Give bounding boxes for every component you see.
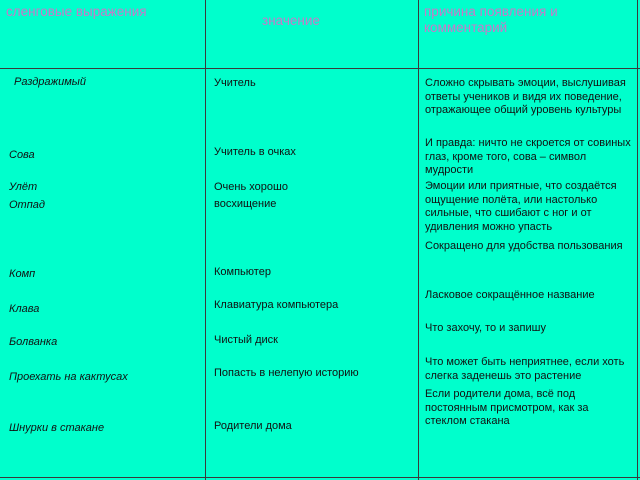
slang-cell: Болванка xyxy=(9,336,58,348)
header-comment: причина появления и комментарий xyxy=(424,4,558,35)
comment-cell: Если родители дома, всё под постоянным присмотром, как за стеклом стакана xyxy=(425,388,589,427)
comment-cell: Сокращено для удобства пользования xyxy=(425,240,623,252)
slang-cell: Раздражимый xyxy=(14,76,86,88)
meaning-cell: Учитель xyxy=(214,77,256,89)
meaning-cell: Чистый диск xyxy=(214,334,278,346)
comment-cell: Что захочу, то и запишу xyxy=(425,322,546,334)
comment-cell: Ласковое сокращённое название xyxy=(425,289,595,301)
slang-cell: Клава xyxy=(9,303,40,315)
meaning-cell: Родители дома xyxy=(214,420,292,432)
column-divider xyxy=(205,0,206,480)
meaning-cell: восхищение xyxy=(214,198,277,210)
slang-cell: Комп xyxy=(9,268,36,280)
column-divider xyxy=(418,0,419,480)
meaning-cell: Компьютер xyxy=(214,266,271,278)
header-slang: сленговые выражения xyxy=(6,4,147,19)
meaning-cell: Учитель в очках xyxy=(214,146,296,158)
slang-cell: Отпад xyxy=(9,199,45,211)
comment-cell: Что может быть неприятнее, если хоть слегка заденешь это растение xyxy=(425,356,625,382)
slang-cell: Шнурки в стакане xyxy=(9,422,105,434)
comment-cell: Эмоции или приятные, что создаётся ощущение полёта, или настолько сильные, что сшибают с ног и от удивления можно упасть xyxy=(425,180,617,233)
column-divider xyxy=(637,0,638,480)
comment-cell: Сложно скрывать эмоции, выслушивая ответы учеников и видя их поведение, отражающее общий уровень культуры xyxy=(425,77,626,116)
slang-cell: Улёт xyxy=(9,181,38,193)
meaning-cell: Клавиатура компьютера xyxy=(214,299,339,311)
comment-cell: И правда: ничто не скроется от совиных глаз, кроме того, сова – символ мудрости xyxy=(425,137,631,176)
header-divider xyxy=(0,68,640,69)
header-meaning: значение xyxy=(262,13,320,28)
meaning-cell: Попасть в нелепую историю xyxy=(214,367,359,379)
slang-cell: Проехать на кактусах xyxy=(9,371,128,383)
bottom-border xyxy=(0,477,640,478)
slang-cell: Сова xyxy=(9,149,35,161)
meaning-cell: Очень хорошо xyxy=(214,181,288,193)
